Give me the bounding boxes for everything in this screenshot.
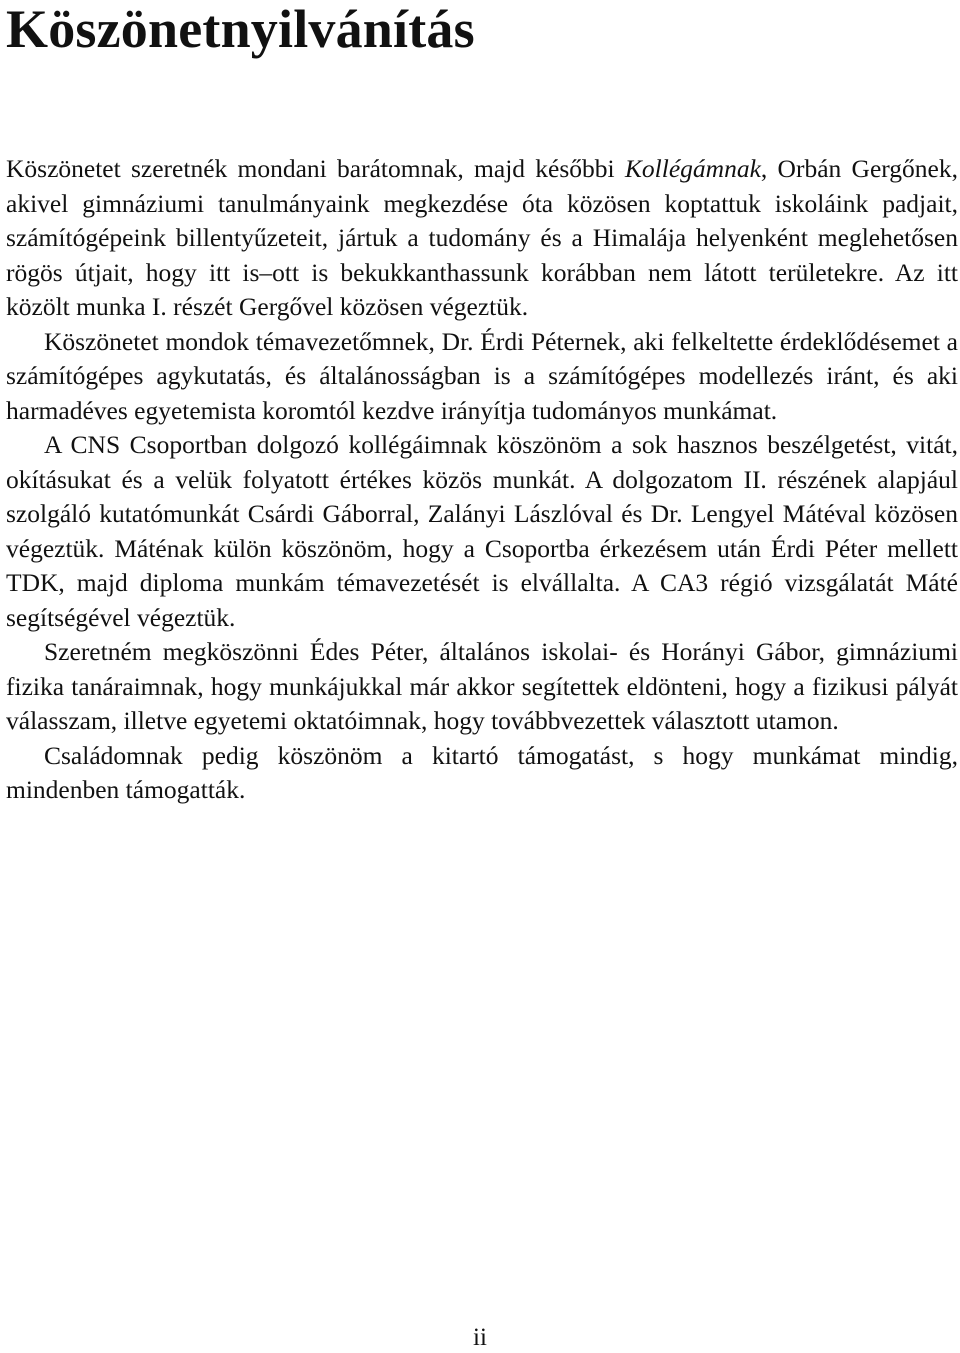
paragraph-1-text-before: Köszönetet szeretnék mondani barátomnak, majd későbbi — [6, 154, 625, 183]
page-number: ii — [473, 1324, 487, 1351]
paragraph-1-text-after: , Orbán Gergőnek, akivel gimnáziumi tanulmányaink megkezdése óta közösen koptattuk iskoláink padjait, számítógépeink billentyűzeteit, jártuk a tudomány és a Himalája helyenként meglehetősen rögös útjait, hogy itt is–ott is bekukkanthassunk korábban nem látott területekre. Az itt közölt munka I. részét Gergővel közösen végeztük. — [6, 154, 958, 321]
acknowledgement-body — [6, 152, 958, 808]
paragraph-3: A CNS Csoportban dolgozó kollégáimnak köszönöm a sok hasznos beszélgetést, vitát, okításukat és a velük folyatott értékes közös munkát. A dolgozatom II. részének alapjául szolgáló kutatómunkát Csárdi Gáborral, Zalányi Lászlóval és Dr. Lengyel Mátéval közösen végeztük. Máténak külön köszönöm, hogy a Csoportba érkezésem után Érdi Péter mellett TDK, majd diploma munkám témavezetését is elvállalta. A CA3 régió vizsgálatát Máté segítségével végeztük. — [6, 430, 958, 632]
paragraph-1-emphasis: Kollégámnak — [624, 154, 761, 183]
paragraph-1 — [6, 152, 958, 325]
paragraph-5: Családomnak pedig köszönöm a kitartó támogatást, s hogy munkámat mindig, mindenben támogatták. — [6, 740, 958, 804]
paragraph-2: Köszönetet mondok témavezetőmnek, Dr. Érdi Péternek, aki felkeltette érdeklődésemet a számítógépes agykutatás, és általánosságban is a számítógépes modellezés iránt, és aki harmadéves egyetemista koromtól kezdve irányítja tudományos munkámat. — [6, 326, 958, 425]
paragraph-4: Szeretném megköszönni Édes Péter, általános iskolai- és Horányi Gábor, gimnáziumi fizika tanáraimnak, hogy munkájukkal már akkor segítettek eldönteni, hogy a fizikusi pályát válasszam, illetve egyetemi oktatóimnak, hogy továbbvezettek választott utamon. — [6, 637, 958, 735]
page-title: Köszönetnyilvánítás — [6, 0, 475, 59]
